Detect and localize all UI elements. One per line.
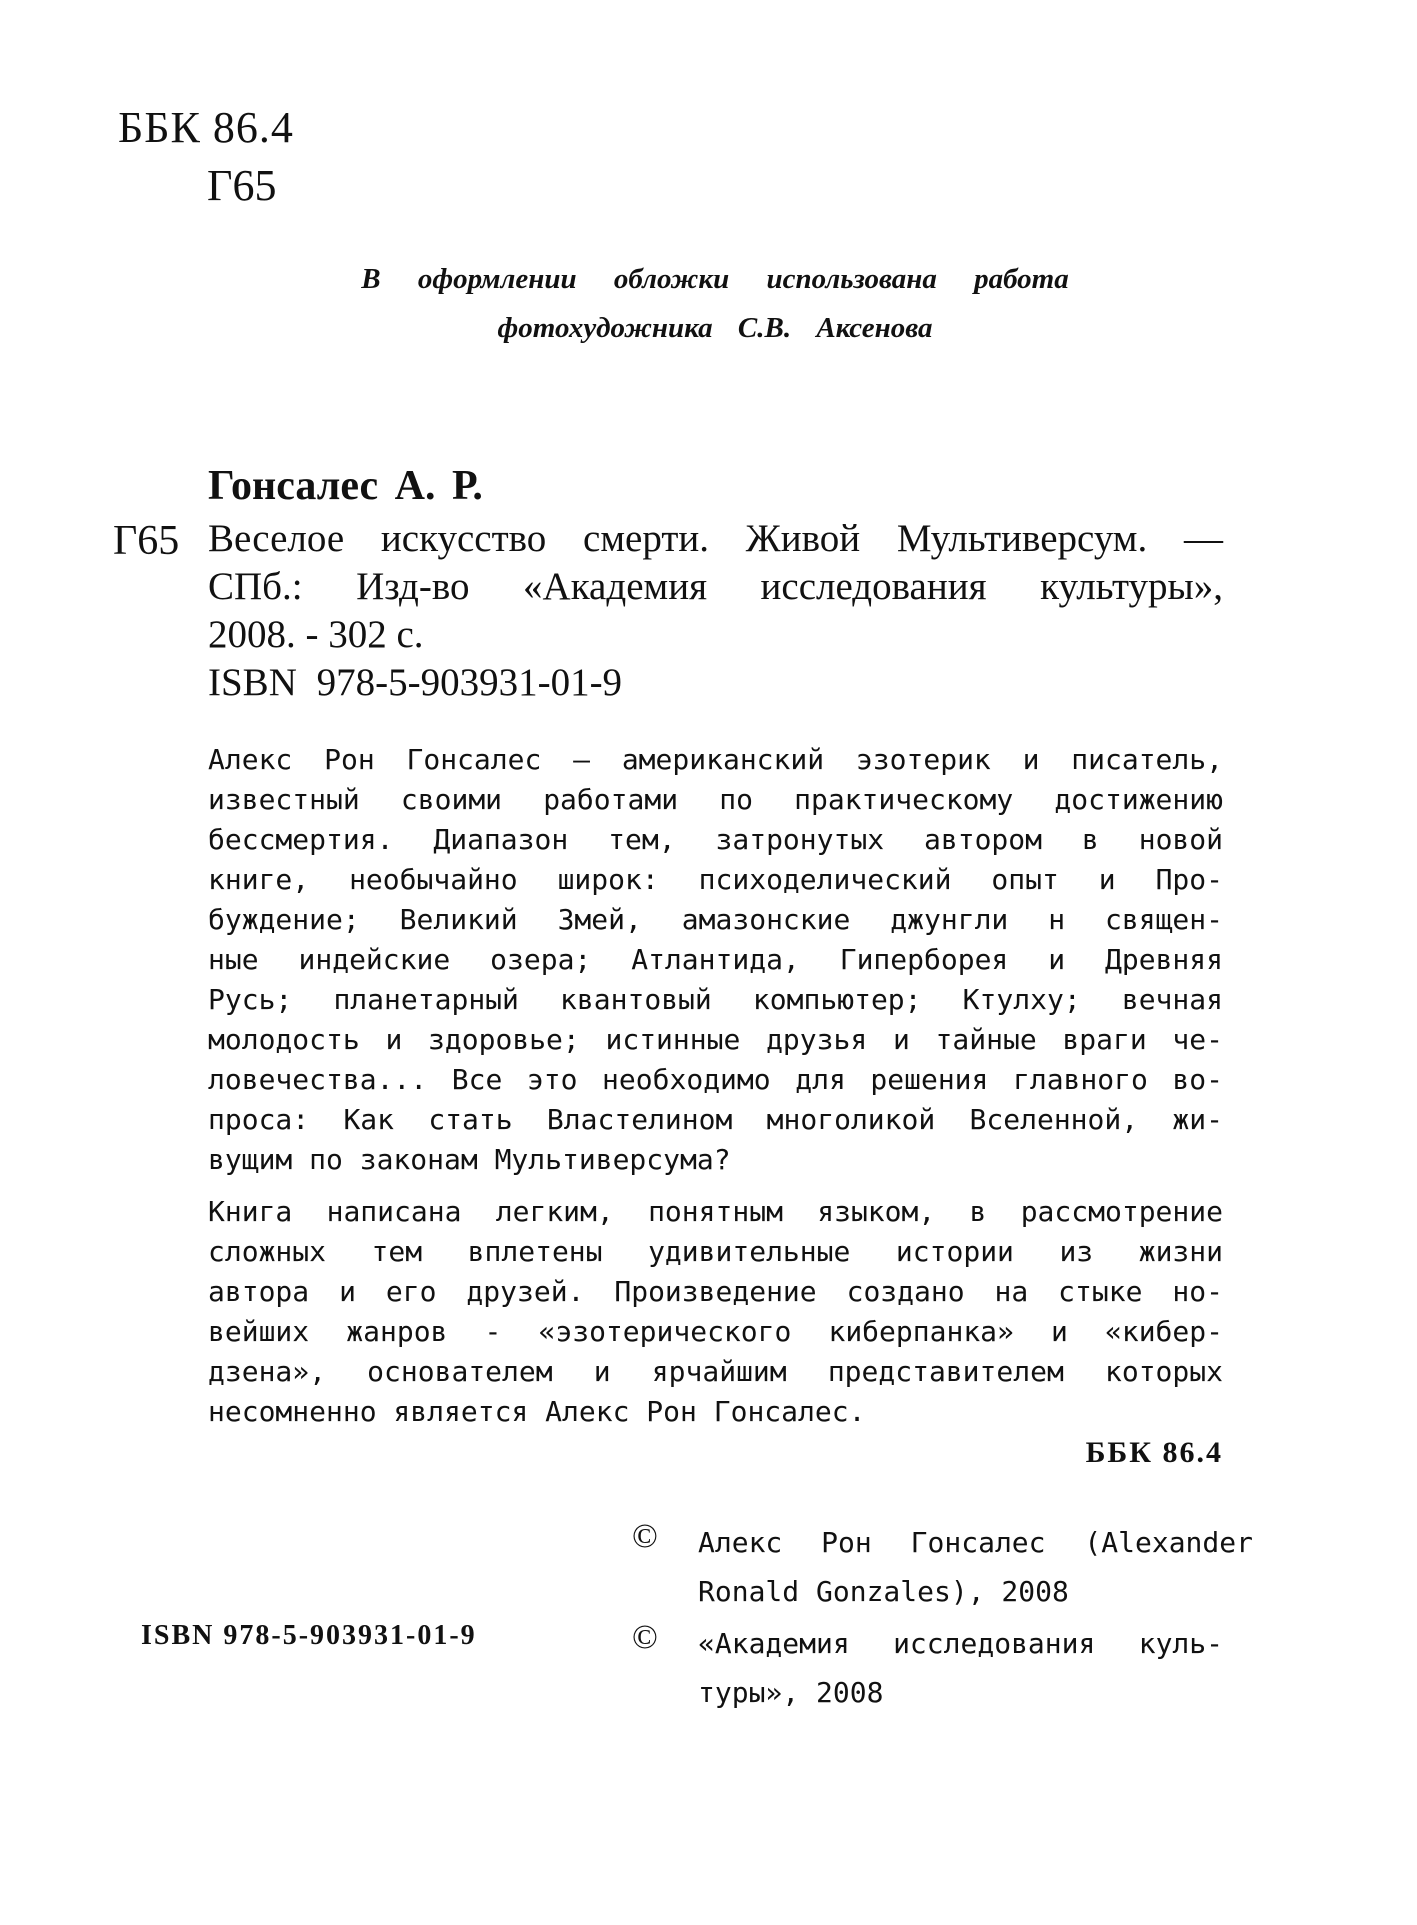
copyright-line: туры», 2008 xyxy=(698,1676,884,1709)
isbn-footer: ISBN 978-5-903931-01-9 xyxy=(141,1620,477,1651)
copyright-line: «Академия исследования куль- xyxy=(698,1627,1223,1660)
annotation-line: несомненно является Алекс Рон Гонсалес. xyxy=(208,1395,866,1428)
title-line: Веселое искусство смерти. Живой Мультиверсум. — xyxy=(208,517,1223,560)
annotation-line: вейших жанров - «эзотерического киберпанка» и «кибер- xyxy=(208,1315,1223,1348)
annotation-line: молодость и здоровье; истинные друзья и тайные враги че- xyxy=(208,1023,1223,1056)
copyright-line: Ronald Gonzales), 2008 xyxy=(698,1575,1069,1608)
annotation-paragraph xyxy=(208,740,1223,1180)
annotation-paragraph xyxy=(208,1192,1223,1432)
annotation-line: Алекс Рон Гонсалес — американский эзотерик и писатель, xyxy=(208,743,1223,776)
copyright-icon: © xyxy=(632,1518,658,1555)
copyright-line: Алекс Рон Гонсалес (Alexander xyxy=(698,1526,1253,1559)
annotation-line: сложных тем вплетены удивительные истории из жизни xyxy=(208,1235,1223,1268)
copyright-publisher xyxy=(698,1619,1223,1717)
publisher-line: СПб.: Изд-во «Академия исследования культуры», xyxy=(208,565,1223,608)
annotation-line: ловечества... Все это необходимо для решения главного во- xyxy=(208,1063,1223,1096)
year-pages-line: 2008. - 302 с. xyxy=(208,613,424,656)
annotation-line: бессмертия. Диапазон тем, затронутых автором в новой xyxy=(208,823,1223,856)
cover-credit-line: В оформлении обложки использована работа xyxy=(361,263,1069,295)
annotation-line: Книга написана легким, понятным языком, в рассмотрение xyxy=(208,1195,1223,1228)
catalog-author: Гонсалес А. Р. xyxy=(208,463,483,509)
annotation-line: проса: Как стать Властелином многоликой Вселенной, жи- xyxy=(208,1103,1223,1136)
bibliographic-record xyxy=(208,515,1223,707)
cover-credit-note xyxy=(330,255,1100,353)
annotation-line: известный своими работами по практическому достижению xyxy=(208,783,1223,816)
annotation-line: ные индейские озера; Атлантида, Гиперборея и Древняя xyxy=(208,943,1223,976)
annotation-line: дзена», основателем и ярчайшим представителем которых xyxy=(208,1355,1223,1388)
cover-credit-line: фотохудожника С.В. Аксенова xyxy=(497,312,933,344)
annotation-line: автора и его друзей. Произведение создано на стыке но- xyxy=(208,1275,1223,1308)
bbk-footer: ББК 86.4 xyxy=(1085,1436,1223,1469)
annotation-line: Русь; планетарный квантовый компьютер; Ктулху; вечная xyxy=(208,983,1223,1016)
annotation-line: книге, необычайно широк: психоделический опыт и Про- xyxy=(208,863,1223,896)
copyright-author xyxy=(698,1518,1253,1616)
annotation-line: вущим по законам Мультиверсума? xyxy=(208,1143,731,1176)
annotation-line: буждение; Великий Змей, амазонские джунгли н священ- xyxy=(208,903,1223,936)
copyright-icon: © xyxy=(632,1619,658,1656)
bbk-classification: ББК 86.4 xyxy=(118,103,294,152)
catalog-code: Г65 xyxy=(113,518,180,564)
annotation xyxy=(208,740,1223,1444)
isbn-line: ISBN 978-5-903931-01-9 xyxy=(208,661,623,704)
author-code: Г65 xyxy=(207,161,277,210)
